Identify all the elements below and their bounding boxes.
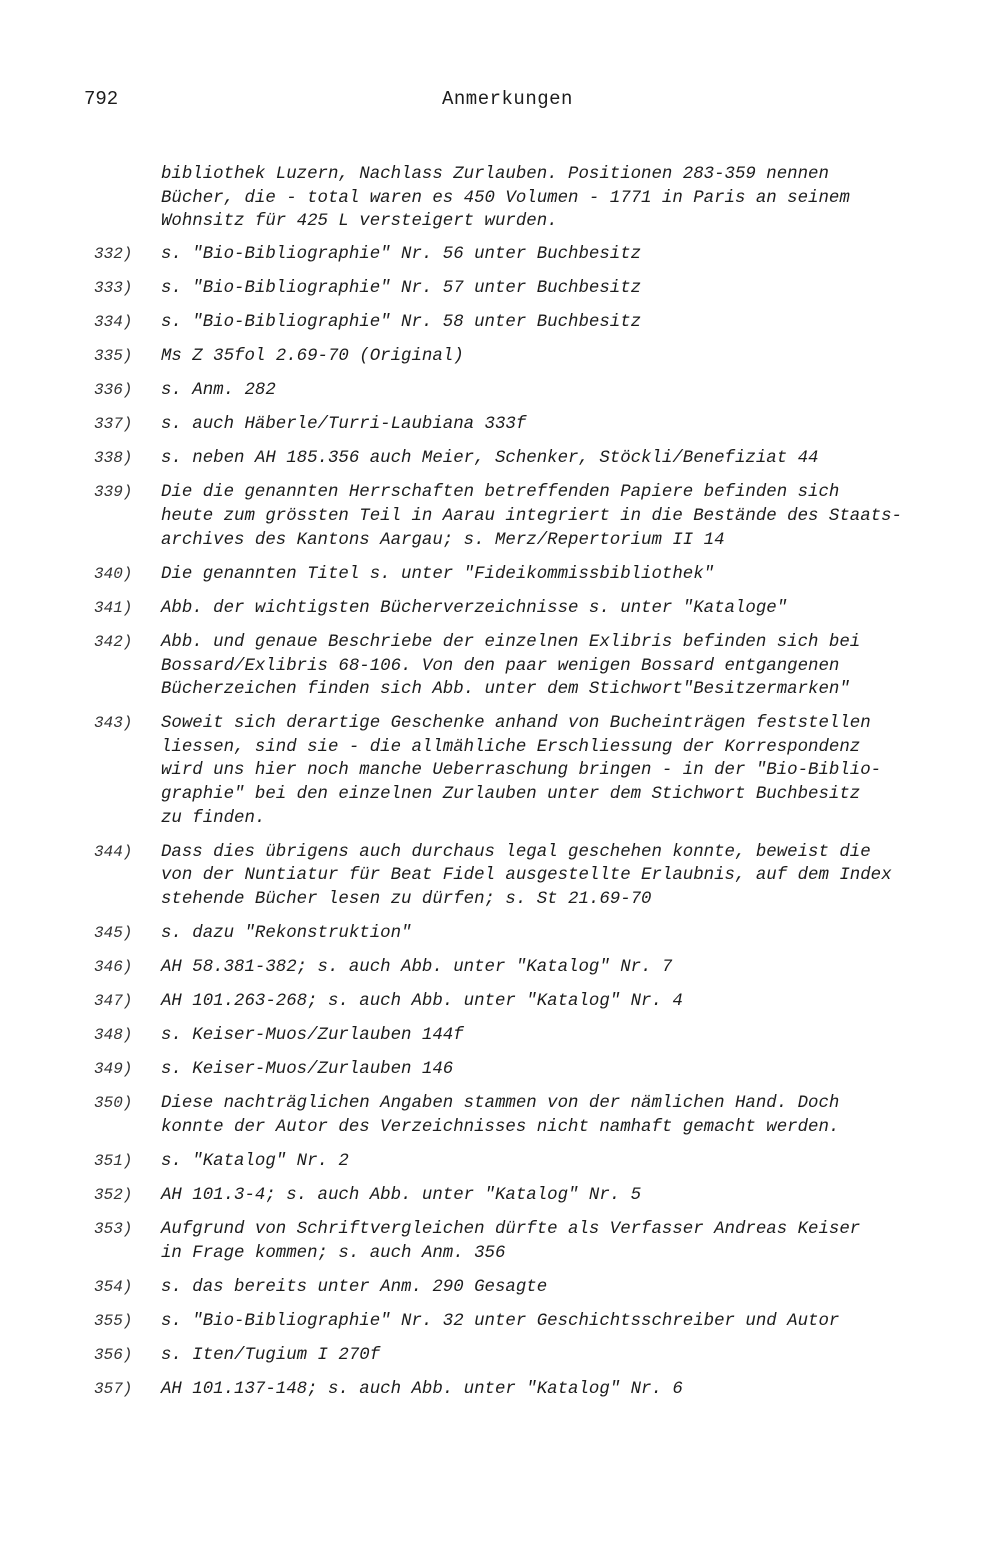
footnote-number: 336) [94, 381, 133, 400]
footnote-number: 356) [94, 1346, 133, 1365]
footnote-number: 340) [94, 564, 133, 583]
footnote [94, 922, 964, 946]
footnote [94, 990, 964, 1014]
footnote-text: AH 101.263-268; s. auch Abb. unter "Katalog" Nr. 4 [161, 992, 683, 1012]
footnote [94, 1024, 964, 1048]
footnote-text: s. "Bio-Bibliographie" Nr. 32 unter Geschichtsschreiber und Autor [161, 1312, 840, 1332]
footnote-number: 335) [94, 347, 133, 366]
footnote [94, 841, 964, 912]
footnote-number: 348) [94, 1026, 133, 1045]
footnote-number: 357) [94, 1380, 133, 1399]
footnote [94, 277, 964, 301]
footnote [94, 631, 964, 702]
footnote-number: 338) [94, 449, 133, 468]
footnote-number: 339) [94, 483, 133, 502]
footnote-text: Abb. der wichtigsten Bücherverzeichnisse s. unter "Kataloge" [161, 598, 788, 618]
footnote [94, 243, 964, 267]
footnote [94, 379, 964, 403]
footnote [94, 956, 964, 980]
footnote-text: Ms Z 35fol 2.69-70 (Original) [161, 347, 464, 367]
footnote-number: 337) [94, 415, 133, 434]
footnote [94, 563, 964, 587]
footnote [94, 1092, 964, 1139]
footnote-text: s. auch Häberle/Turri-Laubiana 333f [161, 415, 527, 435]
footnote-number: 344) [94, 842, 133, 861]
footnote-number: 355) [94, 1312, 133, 1331]
footnote-text: s. das bereits unter Anm. 290 Gesagte [161, 1277, 548, 1297]
footnote-number: 332) [94, 244, 133, 263]
footnote [94, 413, 964, 437]
footnote-text: s. "Bio-Bibliographie" Nr. 58 unter Buchbesitz [161, 312, 642, 332]
footnote [94, 1058, 964, 1082]
footnote-text: s. "Katalog" Nr. 2 [161, 1152, 349, 1172]
footnote-number: 352) [94, 1186, 133, 1205]
footnote-text: s. dazu "Rekonstruktion" [161, 923, 412, 943]
footnote-number: 346) [94, 958, 133, 977]
footnote-number: 350) [94, 1094, 133, 1113]
footnote-text: s. Anm. 282 [161, 381, 276, 401]
footnote-text: s. "Bio-Bibliographie" Nr. 57 unter Buchbesitz [161, 278, 642, 298]
footnote [94, 311, 964, 335]
footnote-number: 351) [94, 1152, 133, 1171]
notes-container [94, 243, 964, 1402]
footnotes-list [94, 163, 964, 1412]
page-number: 792 [84, 88, 119, 110]
footnote [94, 712, 964, 830]
footnote-text: Soweit sich derartige Geschenke anhand von Bucheinträgen feststellen liessen, sind sie - die allmähliche Erschliessung der Korrespondenz wird uns hier noch manche Ueberraschung bringen - in der "Bio-Biblio- graphie" bei den einzelnen Zurlauben unter dem Stichwort Buchbesitz zu finden. [161, 714, 882, 828]
footnote [94, 1344, 964, 1368]
footnote-number: 349) [94, 1060, 133, 1079]
footnote-text: Diese nachträglichen Angaben stammen von der nämlichen Hand. Doch konnte der Autor des Verzeichnisses nicht namhaft gemacht werden. [161, 1094, 840, 1137]
footnote [94, 1378, 964, 1402]
note-continuation: bibliothek Luzern, Nachlass Zurlauben. Positionen 283-359 nennen Bücher, die - total waren es 450 Volumen - 1771 in Paris an seinem Wohnsitz für 425 L versteigert wurden. [161, 165, 850, 232]
footnote-number: 343) [94, 714, 133, 733]
footnote-text: s. Keiser-Muos/Zurlauben 144f [161, 1026, 464, 1046]
footnote-text: AH 101.3-4; s. auch Abb. unter "Katalog" Nr. 5 [161, 1186, 642, 1206]
footnote-text: s. "Bio-Bibliographie" Nr. 56 unter Buchbesitz [161, 244, 642, 264]
footnote-number: 334) [94, 312, 133, 331]
footnote [94, 1310, 964, 1334]
footnote-text: Die die genannten Herrschaften betreffenden Papiere befinden sich heute zum grössten Teil in Aarau integriert in die Bestände des Staats- archives des Kantons Aargau; s. Merz/Repertorium II 14 [161, 483, 902, 550]
footnote-text: AH 58.381-382; s. auch Abb. unter "Katalog" Nr. 7 [161, 958, 673, 978]
footnote [94, 345, 964, 369]
footnote [94, 1150, 964, 1174]
footnote-text: Aufgrund von Schriftvergleichen dürfte als Verfasser Andreas Keiser in Frage kommen; s. auch Anm. 356 [161, 1220, 861, 1263]
footnote-text: AH 101.137-148; s. auch Abb. unter "Katalog" Nr. 6 [161, 1380, 683, 1400]
footnote-number: 345) [94, 923, 133, 942]
footnote [94, 1218, 964, 1265]
footnote-number: 353) [94, 1220, 133, 1239]
footnote-number: 341) [94, 598, 133, 617]
footnote [94, 447, 964, 471]
footnote [94, 597, 964, 621]
footnote [94, 1184, 964, 1208]
running-title: Anmerkungen [442, 88, 573, 110]
footnote-text: s. neben AH 185.356 auch Meier, Schenker, Stöckli/Benefiziat 44 [161, 449, 819, 469]
footnote [94, 481, 964, 552]
footnote-text: s. Iten/Tugium I 270f [161, 1346, 381, 1366]
footnote-number: 354) [94, 1277, 133, 1296]
footnote [94, 1276, 964, 1300]
footnote-number: 347) [94, 992, 133, 1011]
footnote-text: s. Keiser-Muos/Zurlauben 146 [161, 1060, 454, 1080]
page-header [84, 88, 924, 118]
footnote-text: Die genannten Titel s. unter "Fideikommissbibliothek" [161, 564, 715, 584]
footnote-number: 342) [94, 632, 133, 651]
footnote-text: Abb. und genaue Beschriebe der einzelnen Exlibris befinden sich bei Bossard/Exlibris 68-106. Von den paar wenigen Bossard entgangenen Bücherzeichen finden sich Abb. unter dem Stichwort"Besitzermarken" [161, 632, 861, 700]
footnote-number: 333) [94, 278, 133, 297]
footnote-text: Dass dies übrigens auch durchaus legal geschehen konnte, beweist die von der Nuntiatur für Beat Fidel ausgestellte Erlaubnis, auf dem Index stehende Bücher lesen zu dürfen; s. St 21.69-70 [161, 842, 892, 909]
